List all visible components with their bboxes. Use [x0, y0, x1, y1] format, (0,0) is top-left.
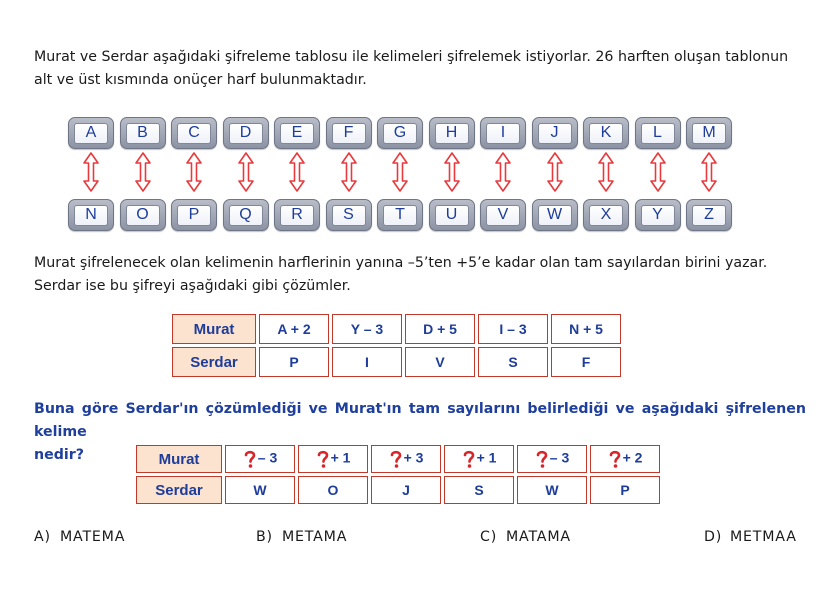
cipher-bottom-letter: X	[589, 205, 623, 226]
cipher-bottom-key	[223, 199, 269, 231]
cipher-bottom-key	[583, 199, 629, 231]
puzzle-serdar-cell: W	[225, 476, 295, 504]
cipher-row-bottom	[68, 199, 732, 231]
example-serdar-cell: I	[332, 347, 402, 377]
question-line-1: Buna göre Serdar'ın çözümlediği ve Murat'ın tam sayılarını belirlediği ve aşağıdaki şifrelenen kelime	[34, 401, 806, 440]
intro-line-2: alt ve üst kısmında onüçer harf bulunmaktadır.	[34, 72, 367, 88]
rule-paragraph	[34, 252, 806, 298]
cipher-top-key	[686, 117, 732, 149]
example-serdar-cell: S	[478, 347, 548, 377]
cipher-bottom-letter: P	[177, 205, 211, 226]
rule-line-1: Murat şifrelenecek olan kelimenin harflerinin yanına –5’ten +5’e kadar olan tam sayılardan birini yazar.	[34, 255, 768, 271]
question-mark-icon	[243, 449, 257, 469]
puzzle-row-serdar	[136, 476, 660, 504]
cipher-row-top	[68, 117, 732, 149]
choice-c-letter: C)	[480, 529, 498, 545]
rule-line-2: Serdar ise bu şifreyi aşağıdaki gibi çözümler.	[34, 278, 351, 294]
cipher-top-letter: A	[74, 123, 108, 144]
choice-a[interactable]	[34, 529, 125, 545]
double-arrow-icon	[686, 152, 732, 192]
puzzle-serdar-cell: S	[444, 476, 514, 504]
double-arrow-icon	[635, 152, 681, 192]
double-arrow-icon	[68, 152, 114, 192]
example-murat-cell: Y – 3	[332, 314, 402, 344]
double-arrow-icon	[429, 152, 475, 192]
puzzle-murat-offset: + 3	[403, 449, 424, 466]
cipher-bottom-key	[68, 199, 114, 231]
double-arrow-icon	[120, 152, 166, 192]
cipher-top-letter: M	[692, 123, 726, 144]
example-row-murat	[172, 314, 621, 344]
puzzle-murat-cell	[371, 445, 441, 473]
puzzle-murat-cell	[590, 445, 660, 473]
double-arrow-icon	[171, 152, 217, 192]
example-murat-cell: A + 2	[259, 314, 329, 344]
cipher-bottom-letter: R	[280, 205, 314, 226]
example-serdar-label: Serdar	[172, 347, 256, 377]
choice-a-letter: A)	[34, 529, 51, 545]
cipher-bottom-letter: V	[486, 205, 520, 226]
choice-d[interactable]	[704, 529, 797, 545]
cipher-top-letter: F	[332, 123, 366, 144]
choice-b-letter: B)	[256, 529, 273, 545]
cipher-top-letter: D	[229, 123, 263, 144]
question-mark-icon	[316, 449, 330, 469]
cipher-bottom-key	[120, 199, 166, 231]
question-mark-icon	[462, 449, 476, 469]
cipher-top-key	[429, 117, 475, 149]
cipher-top-letter: G	[383, 123, 417, 144]
cipher-bottom-letter: T	[383, 205, 417, 226]
cipher-bottom-key	[274, 199, 320, 231]
choice-d-text: METMAA	[730, 529, 797, 545]
cipher-bottom-key	[377, 199, 423, 231]
question-line-2: nedir?	[34, 447, 84, 463]
choice-b-text: METAMA	[282, 529, 348, 545]
double-arrow-icon	[274, 152, 320, 192]
cipher-top-key	[68, 117, 114, 149]
example-row-serdar	[172, 347, 621, 377]
cipher-bottom-key	[326, 199, 372, 231]
cipher-top-key	[480, 117, 526, 149]
puzzle-serdar-cell: P	[590, 476, 660, 504]
puzzle-table	[133, 442, 663, 507]
cipher-top-key	[326, 117, 372, 149]
example-table	[169, 311, 624, 380]
puzzle-serdar-cell: O	[298, 476, 368, 504]
choice-b[interactable]	[256, 529, 347, 545]
puzzle-murat-offset: + 1	[330, 449, 351, 466]
cipher-top-letter: C	[177, 123, 211, 144]
cipher-top-key	[377, 117, 423, 149]
cipher-bottom-letter: U	[435, 205, 469, 226]
question-mark-icon	[535, 449, 549, 469]
double-arrow-icon	[223, 152, 269, 192]
cipher-bottom-letter: O	[126, 205, 160, 226]
puzzle-murat-cell	[444, 445, 514, 473]
cipher-top-letter: H	[435, 123, 469, 144]
choice-a-text: MATEMA	[60, 529, 126, 545]
cipher-top-letter: L	[641, 123, 675, 144]
cipher-bottom-letter: S	[332, 205, 366, 226]
puzzle-serdar-label: Serdar	[136, 476, 222, 504]
cipher-bottom-key	[635, 199, 681, 231]
cipher-bottom-key	[429, 199, 475, 231]
puzzle-murat-offset: – 3	[257, 449, 278, 466]
puzzle-row-murat	[136, 445, 660, 473]
cipher-top-key	[583, 117, 629, 149]
cipher-bottom-key	[686, 199, 732, 231]
cipher-bottom-letter: Y	[641, 205, 675, 226]
cipher-top-letter: I	[486, 123, 520, 144]
intro-paragraph	[34, 46, 806, 92]
example-serdar-cell: V	[405, 347, 475, 377]
choice-c-text: MATAMA	[506, 529, 571, 545]
cipher-bottom-key	[480, 199, 526, 231]
example-serdar-cell: F	[551, 347, 621, 377]
puzzle-murat-offset: + 1	[476, 449, 497, 466]
cipher-top-key	[171, 117, 217, 149]
cipher-top-key	[223, 117, 269, 149]
cipher-bottom-letter: Q	[229, 205, 263, 226]
puzzle-serdar-cell: J	[371, 476, 441, 504]
double-arrow-icon	[583, 152, 629, 192]
question-mark-icon	[608, 449, 622, 469]
double-arrow-icon	[326, 152, 372, 192]
puzzle-serdar-cell: W	[517, 476, 587, 504]
example-murat-label: Murat	[172, 314, 256, 344]
cipher-top-letter: E	[280, 123, 314, 144]
choice-c[interactable]	[480, 529, 571, 545]
cipher-top-key	[120, 117, 166, 149]
cipher-bottom-letter: Z	[692, 205, 726, 226]
cipher-bottom-key	[532, 199, 578, 231]
cipher-bottom-letter: W	[538, 205, 572, 226]
example-murat-cell: N + 5	[551, 314, 621, 344]
cipher-bottom-key	[171, 199, 217, 231]
puzzle-murat-cell	[517, 445, 587, 473]
example-serdar-cell: P	[259, 347, 329, 377]
cipher-top-key	[274, 117, 320, 149]
question-mark-icon	[389, 449, 403, 469]
puzzle-murat-offset: + 2	[622, 449, 643, 466]
cipher-top-key	[532, 117, 578, 149]
puzzle-murat-cell	[298, 445, 368, 473]
double-arrow-icon	[532, 152, 578, 192]
example-murat-cell: D + 5	[405, 314, 475, 344]
cipher-arrows	[68, 152, 732, 192]
intro-line-1: Murat ve Serdar aşağıdaki şifreleme tablosu ile kelimeleri şifrelemek istiyorlar. 26 harften oluşan tablonun	[34, 49, 789, 65]
double-arrow-icon	[480, 152, 526, 192]
puzzle-murat-label: Murat	[136, 445, 222, 473]
cipher-top-key	[635, 117, 681, 149]
cipher-top-letter: K	[589, 123, 623, 144]
cipher-bottom-letter: N	[74, 205, 108, 226]
puzzle-murat-cell	[225, 445, 295, 473]
example-murat-cell: I – 3	[478, 314, 548, 344]
choice-d-letter: D)	[704, 529, 723, 545]
cipher-top-letter: B	[126, 123, 160, 144]
double-arrow-icon	[377, 152, 423, 192]
cipher-top-letter: J	[538, 123, 572, 144]
puzzle-murat-offset: – 3	[549, 449, 570, 466]
